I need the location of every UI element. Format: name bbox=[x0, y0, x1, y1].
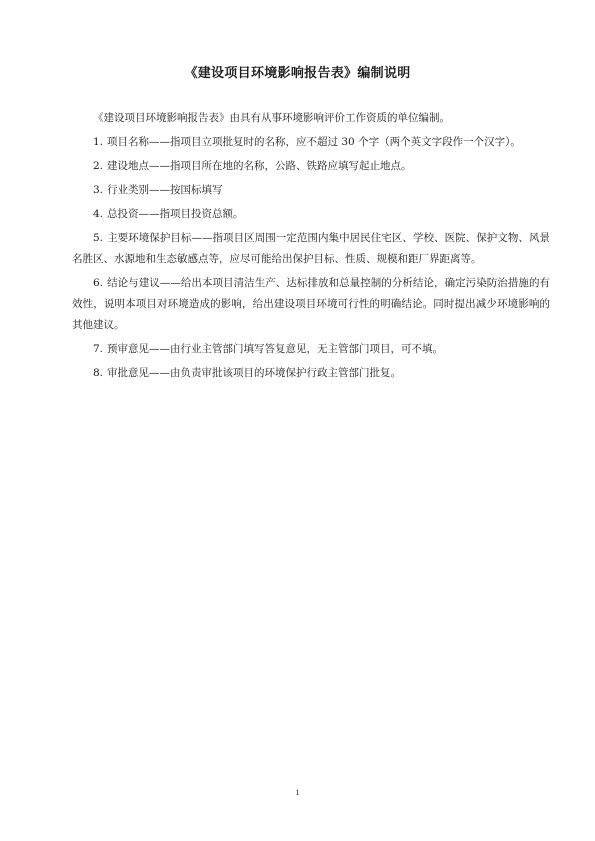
item-number: 5. bbox=[93, 232, 104, 244]
item-number: 6. bbox=[93, 277, 104, 289]
item-text: 结论与建议——给出本项目清洁生产、达标排放和总量控制的分析结论，确定污染防治措施的有效性，说明本项目对环境造成的影响，给出建设项目环境可行性的明确结论。同时提出减少环境影响的其他建议。 bbox=[72, 277, 550, 331]
item-text: 总投资——指项目投资总额。 bbox=[107, 208, 244, 220]
list-item bbox=[72, 156, 550, 177]
item-number: 4. bbox=[93, 208, 104, 220]
item-text: 主要环境保护目标——指项目区周围一定范围内集中居民住宅区、学校、医院、保护文物、风景名胜区、水源地和生态敏感点等，应尽可能给出保护目标、性质、规模和距厂界距离等。 bbox=[72, 232, 550, 265]
list-item bbox=[72, 273, 550, 336]
list-item bbox=[72, 180, 550, 201]
item-text: 审批意见——由负责审批该项目的环境保护行政主管部门批复。 bbox=[107, 367, 402, 379]
list-item bbox=[72, 132, 550, 153]
document-title: 《建设项目环境影响报告表》编制说明 bbox=[184, 66, 411, 81]
item-text: 行业类别——按国标填写 bbox=[107, 184, 223, 196]
item-number: 3. bbox=[93, 184, 104, 196]
item-text: 项目名称——指项目立项批复时的名称，应不超过 30 个字（两个英文字段作一个汉字）。 bbox=[107, 136, 521, 148]
item-number: 8. bbox=[93, 367, 104, 379]
item-text: 建设地点——指项目所在地的名称，公路、铁路应填写起止地点。 bbox=[107, 160, 412, 172]
list-item bbox=[72, 339, 550, 360]
item-number: 7. bbox=[93, 343, 104, 355]
document-body bbox=[72, 108, 550, 387]
item-number: 2. bbox=[93, 160, 104, 172]
list-item bbox=[72, 204, 550, 225]
page-number: 1 bbox=[295, 788, 300, 797]
item-text: 预审意见——由行业主管部门填写答复意见，无主管部门项目，可不填。 bbox=[107, 343, 444, 355]
list-item bbox=[72, 363, 550, 384]
item-number: 1. bbox=[93, 136, 104, 148]
list-item bbox=[72, 228, 550, 270]
intro-paragraph: 《建设项目环境影响报告表》由具有从事环境影响评价工作资质的单位编制。 bbox=[93, 112, 450, 124]
